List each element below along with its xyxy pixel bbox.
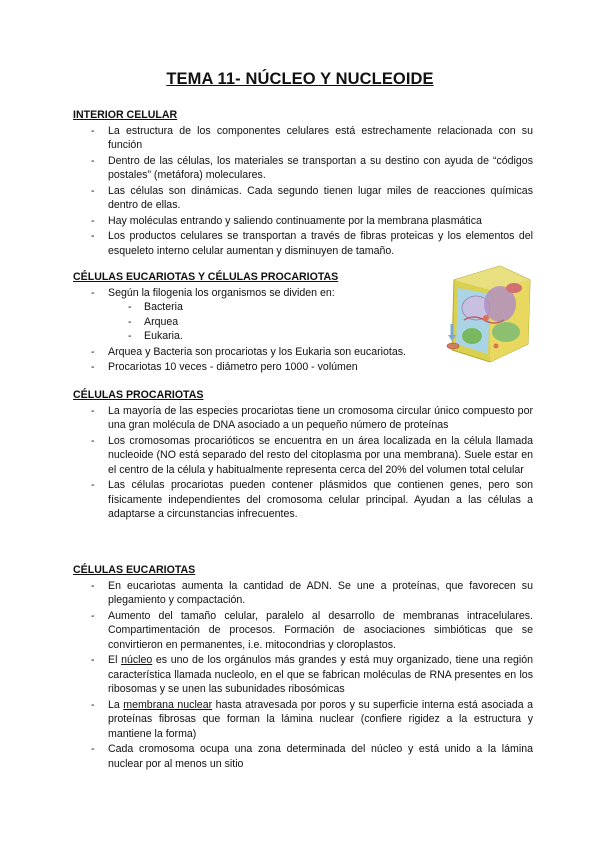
list-item: - La mayoría de las especies procariotas tiene un cromosoma circular único compuesto por una gran molécula de DNA asociado a un pequeño número de proteínas [73, 404, 533, 433]
list-item [73, 286, 443, 344]
list-item [73, 698, 533, 742]
list-item: - Dentro de las células, los materiales se transportan a su destino con ayuda de “códigos postales” (metáfora) moleculares. [73, 154, 533, 183]
list-item-text: hasta atravesada por poros y su superficie interna está asociada a proteínas fibrosas que forman la lámina nuclear (confiere rigidez a la estructura y mantiene la forma) [108, 698, 533, 740]
bullet-list [73, 404, 533, 522]
list-item [73, 653, 533, 697]
bullet-list [73, 579, 533, 772]
list-item: - Las células procariotas pueden contener plásmidos que contienen genes, pero son físicamente independientes del cromosoma celular principal. Ayudan a las células a adaptarse a circunstancias infrecuentes. [73, 478, 533, 522]
list-item: - Aumento del tamaño celular, paralelo al desarrollo de membranas intracelulares. Compartimentación de procesos. Formación de asociaciones simbióticas que se convirtieron en permanentes, i.e. mitocondrias y cloroplastos. [73, 609, 533, 653]
eukaryotic-cell-illustration [440, 258, 532, 366]
bullet-list [73, 124, 533, 259]
list-item: - Los cromosomas procarióticos se encuentra en un área localizada en la célula llamada nucleoide (NO está separado del resto del citoplasma por una membrana). Suele estar en el centro de la célula y habitualmente representa cerca del 20% del volumen total celular [73, 434, 533, 478]
section-celulas-procariotas [73, 388, 533, 523]
section-interior-celular [73, 108, 533, 259]
bullet-list [73, 286, 443, 375]
list-item: - Las células son dinámicas. Cada segundo tienen lugar miles de reacciones químicas dentro de ellas. [73, 184, 533, 213]
sub-list-item: - Arquea [108, 315, 443, 330]
section-heading: CÉLULAS EUCARIOTAS Y CÉLULAS PROCARIOTAS [73, 271, 339, 283]
list-item: - Cada cromosoma ocupa una zona determinada del núcleo y está unido a la lámina nuclear por al menos un sitio [73, 742, 533, 771]
page-title: TEMA 11- NÚCLEO Y NUCLEOIDE [166, 70, 434, 88]
list-item: - En eucariotas aumenta la cantidad de ADN. Se une a proteínas, que favorecen su plegamiento y compactación. [73, 579, 533, 608]
sub-list-item: - Eukaria. [108, 329, 443, 344]
section-heading: CÉLULAS EUCARIOTAS [73, 564, 196, 576]
list-item-text: es uno de los orgánulos más grandes y está muy organizado, tiene una región característica llamada nucleolo, en el que se fabrican moléculas de RNA presentes en los ribosomas y se unen las subunidades ribosómicas [108, 654, 533, 695]
list-item-text: Según la filogenia los organismos se dividen en: [108, 286, 335, 299]
underlined-term: membrana nuclear [123, 698, 213, 711]
list-item: - Arquea y Bacteria son procariotas y los Eukaria son eucariotas. [73, 345, 443, 360]
list-item: - Hay moléculas entrando y saliendo continuamente por la membrana plasmática [73, 214, 533, 229]
section-heading: CÉLULAS PROCARIOTAS [73, 389, 204, 401]
sub-list-item: - Bacteria [108, 300, 443, 315]
underlined-term: núcleo [121, 654, 153, 666]
section-eucariotas-procariotas [73, 270, 443, 376]
list-item-text: El [108, 654, 122, 666]
section-heading: INTERIOR CELULAR [73, 109, 178, 121]
list-item-text: La [108, 698, 124, 711]
sub-list [108, 300, 443, 344]
list-item: - Procariotas 10 veces - diámetro pero 1000 - volúmen [73, 360, 443, 375]
list-item: - Los productos celulares se transportan a través de fibras proteicas y los elementos del esqueleto interno celular aumentan y disminuyen de tamaño. [73, 229, 533, 258]
list-item: - La estructura de los componentes celulares está estrechamente relacionada con su función [73, 124, 533, 153]
section-celulas-eucariotas [73, 563, 533, 772]
